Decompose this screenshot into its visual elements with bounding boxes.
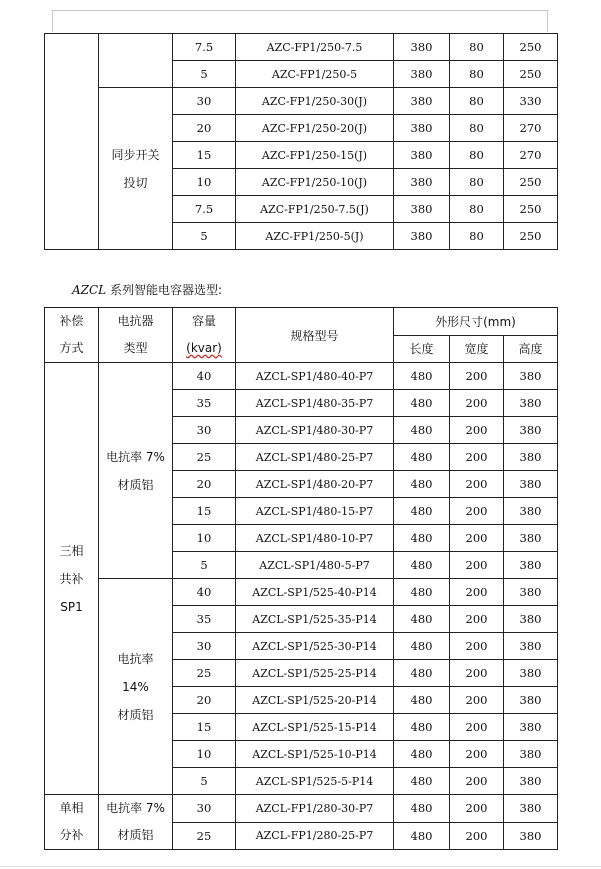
- length-cell: 480: [394, 525, 450, 552]
- model-cell: AZC-FP1/250-15(J): [236, 142, 394, 169]
- height-cell: 380: [504, 390, 558, 417]
- capacity-cell: 10: [173, 741, 236, 768]
- length-cell: 480: [394, 444, 450, 471]
- height-cell: 250: [504, 169, 558, 196]
- width-cell: 200: [450, 606, 504, 633]
- length-cell: 480: [394, 498, 450, 525]
- caption-text: 系列智能电容器选型:: [106, 283, 223, 297]
- height-cell: 380: [504, 498, 558, 525]
- length-cell: 380: [394, 61, 450, 88]
- width-cell: 200: [450, 552, 504, 579]
- section-caption: [72, 281, 222, 298]
- capacity-cell: 10: [173, 169, 236, 196]
- model-cell: AZCL-SP1/480-20-P7: [236, 471, 394, 498]
- length-cell: 380: [394, 142, 450, 169]
- model-cell: AZCL-SP1/525-10-P14: [236, 741, 394, 768]
- length-cell: 380: [394, 115, 450, 142]
- length-cell: 480: [394, 633, 450, 660]
- header-dimensions: 外形尺寸(mm): [394, 308, 558, 336]
- width-cell: 80: [450, 223, 504, 250]
- height-cell: 380: [504, 417, 558, 444]
- length-cell: 380: [394, 223, 450, 250]
- height-cell: 380: [504, 633, 558, 660]
- reactor-7-cell-line-2: 材质铝: [117, 477, 154, 492]
- model-cell: AZCL-SP1/480-5-P7: [236, 552, 394, 579]
- capacity-cell: 40: [173, 579, 236, 606]
- header-capacity-line-2: (kvar): [186, 341, 222, 355]
- sync-switch-cell: [99, 88, 173, 250]
- header-comp-mode-line-2: 方式: [59, 341, 84, 355]
- header-comp-mode-line-1: 补偿: [59, 314, 84, 328]
- height-cell: 330: [504, 88, 558, 115]
- model-cell: AZC-FP1/250-7.5: [236, 34, 394, 61]
- model-cell: AZC-FP1/250-5(J): [236, 223, 394, 250]
- height-cell: 250: [504, 34, 558, 61]
- three-phase-group-cell-line-3: SP1: [60, 599, 83, 614]
- width-cell: 80: [450, 196, 504, 223]
- model-cell: AZCL-SP1/525-35-P14: [236, 606, 394, 633]
- reactor-7-single-cell: [99, 795, 173, 850]
- table-row: [45, 34, 558, 61]
- width-cell: 200: [450, 822, 504, 850]
- capacity-cell: 25: [173, 822, 236, 850]
- capacity-cell: 20: [173, 471, 236, 498]
- reactor-14-cell-line-3: 材质铝: [117, 707, 154, 722]
- height-cell: 380: [504, 714, 558, 741]
- width-cell: 200: [450, 633, 504, 660]
- width-cell: 80: [450, 169, 504, 196]
- length-cell: 480: [394, 390, 450, 417]
- single-phase-group-cell-line-2: 分补: [59, 828, 84, 842]
- capacity-cell: 35: [173, 390, 236, 417]
- model-cell: AZCL-SP1/480-10-P7: [236, 525, 394, 552]
- capacitor-spec-table-continued: [44, 33, 558, 250]
- length-cell: 380: [394, 34, 450, 61]
- height-cell: 380: [504, 795, 558, 823]
- header-reactor-type-line-2: 类型: [123, 341, 148, 355]
- reactor-14-cell-line-1: 电抗率: [117, 651, 154, 666]
- width-cell: 200: [450, 498, 504, 525]
- model-cell: AZC-FP1/250-20(J): [236, 115, 394, 142]
- width-cell: 80: [450, 61, 504, 88]
- page-header-frame: [52, 10, 548, 32]
- width-cell: 80: [450, 115, 504, 142]
- height-cell: 380: [504, 741, 558, 768]
- reactor-7-cell: [99, 363, 173, 579]
- model-cell: AZCL-SP1/480-15-P7: [236, 498, 394, 525]
- capacity-cell: 5: [173, 768, 236, 795]
- model-cell: AZCL-FP1/280-30-P7: [236, 795, 394, 823]
- model-cell: AZCL-SP1/525-30-P14: [236, 633, 394, 660]
- height-cell: 380: [504, 444, 558, 471]
- single-phase-group-cell: [45, 795, 99, 850]
- model-cell: AZC-FP1/250-30(J): [236, 88, 394, 115]
- length-cell: 480: [394, 822, 450, 850]
- capacity-cell: 30: [173, 795, 236, 823]
- model-cell: AZCL-SP1/525-25-P14: [236, 660, 394, 687]
- table-row: [45, 363, 558, 390]
- header-comp-mode: [45, 308, 99, 363]
- height-cell: 380: [504, 660, 558, 687]
- capacity-cell: 25: [173, 444, 236, 471]
- width-cell: 200: [450, 363, 504, 390]
- header-height: 高度: [504, 335, 558, 363]
- length-cell: 480: [394, 471, 450, 498]
- single-phase-group-cell-line-1: 单相: [59, 801, 84, 815]
- reactor-7-single-cell-line-1: 电抗率 7%: [106, 801, 165, 815]
- capacity-cell: 15: [173, 498, 236, 525]
- height-cell: 250: [504, 223, 558, 250]
- capacity-cell: 5: [173, 223, 236, 250]
- width-cell: 80: [450, 88, 504, 115]
- capacity-cell: 7.5: [173, 196, 236, 223]
- height-cell: 380: [504, 525, 558, 552]
- capacity-cell: 5: [173, 552, 236, 579]
- length-cell: 480: [394, 579, 450, 606]
- length-cell: 480: [394, 417, 450, 444]
- capacity-cell: 40: [173, 363, 236, 390]
- capacity-cell: 5: [173, 61, 236, 88]
- width-cell: 200: [450, 714, 504, 741]
- model-cell: AZC-FP1/250-10(J): [236, 169, 394, 196]
- length-cell: 480: [394, 768, 450, 795]
- height-cell: 380: [504, 687, 558, 714]
- capacity-cell: 15: [173, 142, 236, 169]
- three-phase-group-cell-line-1: 三相: [59, 543, 84, 558]
- model-cell: AZCL-SP1/525-15-P14: [236, 714, 394, 741]
- height-cell: 380: [504, 471, 558, 498]
- model-cell: AZC-FP1/250-7.5(J): [236, 196, 394, 223]
- table-row: [45, 88, 558, 115]
- reactor-7-cell-line-1: 电抗率 7%: [106, 449, 165, 464]
- header-row: [45, 308, 558, 336]
- model-cell: AZCL-SP1/480-40-P7: [236, 363, 394, 390]
- length-cell: 480: [394, 660, 450, 687]
- capacity-cell: 20: [173, 687, 236, 714]
- width-cell: 200: [450, 444, 504, 471]
- height-cell: 380: [504, 822, 558, 850]
- model-cell: AZCL-FP1/280-25-P7: [236, 822, 394, 850]
- model-cell: AZCL-SP1/480-30-P7: [236, 417, 394, 444]
- model-cell: AZCL-SP1/480-25-P7: [236, 444, 394, 471]
- length-cell: 380: [394, 196, 450, 223]
- length-cell: 480: [394, 714, 450, 741]
- model-cell: AZCL-SP1/525-20-P14: [236, 687, 394, 714]
- header-width: 宽度: [450, 335, 504, 363]
- length-cell: 380: [394, 88, 450, 115]
- height-cell: 270: [504, 142, 558, 169]
- header-capacity-line-1: 容量: [191, 314, 216, 328]
- sync-switch-cell-line-1: 同步开关: [111, 147, 160, 162]
- reactor-cell-continued: [99, 34, 173, 88]
- height-cell: 380: [504, 606, 558, 633]
- three-phase-group-cell-line-2: 共补: [59, 571, 84, 586]
- length-cell: 380: [394, 169, 450, 196]
- width-cell: 200: [450, 795, 504, 823]
- header-length: 长度: [394, 335, 450, 363]
- header-reactor-type: [99, 308, 173, 363]
- capacity-cell: 35: [173, 606, 236, 633]
- length-cell: 480: [394, 741, 450, 768]
- width-cell: 200: [450, 417, 504, 444]
- height-cell: 250: [504, 196, 558, 223]
- capacity-cell: 20: [173, 115, 236, 142]
- height-cell: 250: [504, 61, 558, 88]
- reactor-14-cell: [99, 579, 173, 795]
- width-cell: 200: [450, 768, 504, 795]
- sync-switch-cell-line-2: 投切: [123, 175, 148, 190]
- three-phase-group-cell: [45, 363, 99, 795]
- height-cell: 380: [504, 363, 558, 390]
- table-row: [45, 795, 558, 823]
- header-model: 规格型号: [236, 308, 394, 363]
- capacity-cell: 10: [173, 525, 236, 552]
- header-reactor-type-line-1: 电抗器: [117, 314, 154, 328]
- length-cell: 480: [394, 363, 450, 390]
- capacity-cell: 30: [173, 633, 236, 660]
- table-row: [45, 579, 558, 606]
- height-cell: 270: [504, 115, 558, 142]
- height-cell: 380: [504, 768, 558, 795]
- capacity-cell: 25: [173, 660, 236, 687]
- comp-mode-cell-continued: [45, 34, 99, 250]
- width-cell: 200: [450, 687, 504, 714]
- model-cell: AZCL-SP1/480-35-P7: [236, 390, 394, 417]
- length-cell: 480: [394, 795, 450, 823]
- capacity-cell: 30: [173, 417, 236, 444]
- page-bottom-rule: [0, 866, 601, 867]
- length-cell: 480: [394, 552, 450, 579]
- width-cell: 200: [450, 525, 504, 552]
- width-cell: 200: [450, 741, 504, 768]
- width-cell: 200: [450, 390, 504, 417]
- model-cell: AZCL-SP1/525-40-P14: [236, 579, 394, 606]
- height-cell: 380: [504, 552, 558, 579]
- length-cell: 480: [394, 687, 450, 714]
- caption-series: AZCL: [72, 283, 107, 297]
- reactor-14-cell-line-2: 14%: [122, 679, 149, 694]
- header-capacity: [173, 308, 236, 363]
- length-cell: 480: [394, 606, 450, 633]
- capacity-cell: 30: [173, 88, 236, 115]
- width-cell: 200: [450, 579, 504, 606]
- model-cell: AZC-FP1/250-5: [236, 61, 394, 88]
- azcl-selection-table: [44, 307, 558, 850]
- height-cell: 380: [504, 579, 558, 606]
- reactor-7-single-cell-line-2: 材质铝: [117, 828, 154, 842]
- width-cell: 200: [450, 471, 504, 498]
- width-cell: 80: [450, 142, 504, 169]
- capacity-cell: 7.5: [173, 34, 236, 61]
- width-cell: 80: [450, 34, 504, 61]
- model-cell: AZCL-SP1/525-5-P14: [236, 768, 394, 795]
- capacity-cell: 15: [173, 714, 236, 741]
- width-cell: 200: [450, 660, 504, 687]
